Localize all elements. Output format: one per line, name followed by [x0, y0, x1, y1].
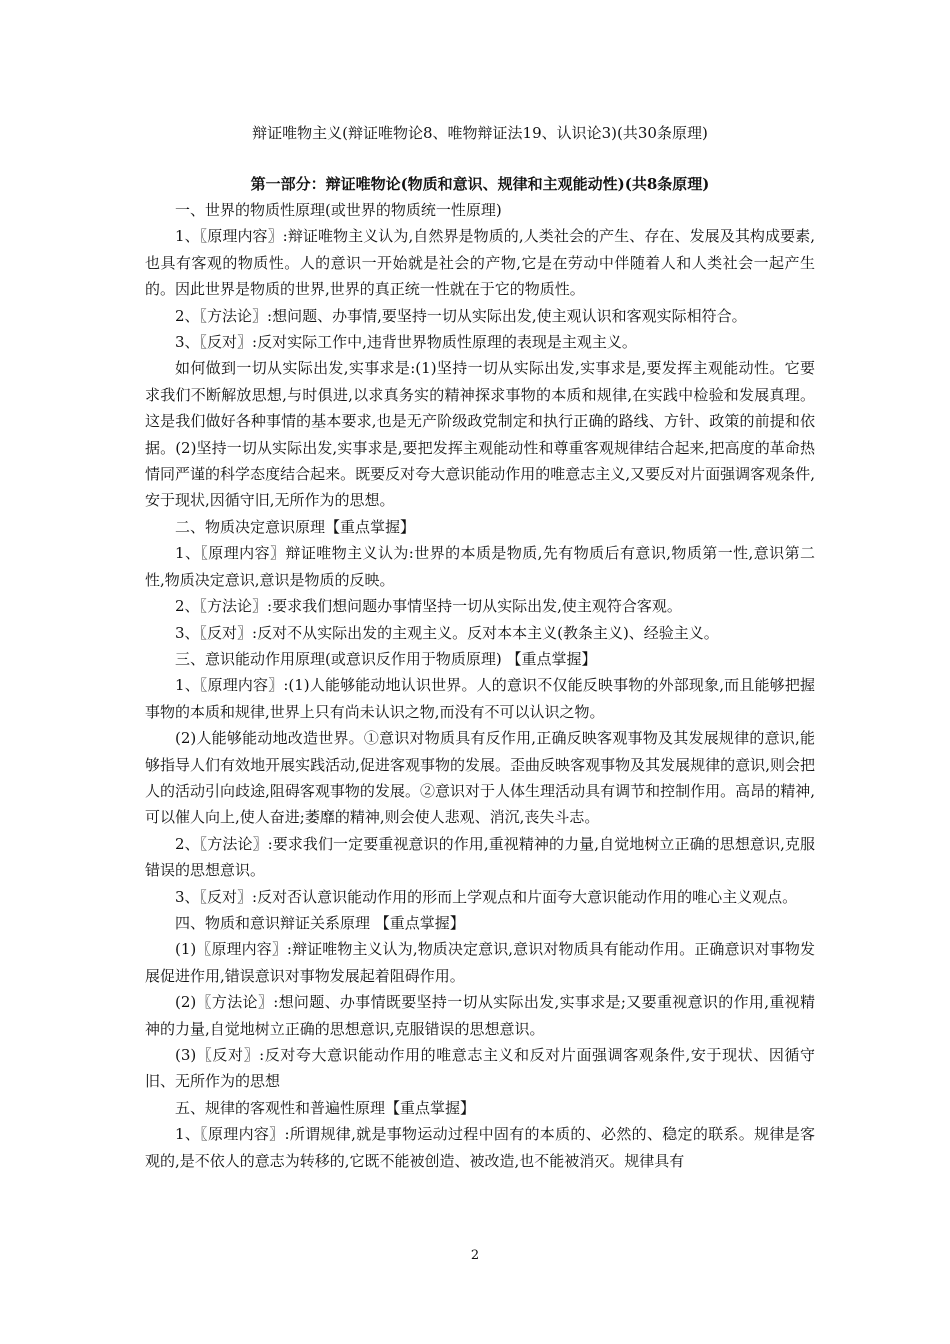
paragraph: 3、〖反对〗:反对实际工作中,违背世界物质性原理的表现是主观主义。: [175, 333, 637, 352]
paragraph: 1、〖原理内容〗:(1)人能够能动地认识世界。人的意识不仅能反映事物的外部现象,而且能够把握事物的本质和规律,世界上只有尚未认识之物,而没有不可以认识之物。: [145, 676, 815, 721]
paragraph: 1、〖原理内容〗辩证唯物主义认为:世界的本质是物质,先有物质后有意识,物质第一性,意识第二性,物质决定意识,意识是物质的反映。: [145, 544, 815, 589]
paragraph: (1)〖原理内容〗:辩证唯物主义认为,物质决定意识,意识对物质具有能动作用。正确意识对事物发展促进作用,错误意识对事物发展起着阻碍作用。: [145, 940, 815, 985]
paragraph: 如何做到一切从实际出发,实事求是:(1)坚持一切从实际出发,实事求是,要发挥主观能动性。它要求我们不断解放思想,与时俱进,以求真务实的精神探求事物的本质和规律,在实践中检验和发展真理。这是我们做好各种事情的基本要求,也是无产阶级政党制定和执行正确的路线、方针、政策的前提和依据。(2)坚持一切从实际出发,实事求是,要把发挥主观能动性和尊重客观规律结合起来,把高度的革命热情同严谨的科学态度结合起来。既要反对夸大意识能动作用的唯意志主义,又要反对片面强调客观条件,安于现状,因循守旧,无所作为的思想。: [145, 359, 815, 510]
document-page: [145, 120, 815, 1174]
paragraph: 3、〖反对〗:反对不从实际出发的主观主义。反对本本主义(教条主义)、经验主义。: [175, 623, 719, 642]
paragraph: 2、〖方法论〗:想问题、办事情,要坚持一切从实际出发,使主观认识和客观实际相符合。: [175, 306, 747, 325]
paragraph: 3、〖反对〗:反对否认意识能动作用的形而上学观点和片面夸大意识能动作用的唯心主义观点。: [175, 887, 798, 906]
paragraph: 1、〖原理内容〗:所谓规律,就是事物运动过程中固有的本质的、必然的、稳定的联系。规律是客观的,是不依人的意志为转移的,它既不能被创造、被改造,也不能被消灭。规律具有: [145, 1125, 815, 1170]
paragraph: (2)〖方法论〗:想问题、办事情既要坚持一切从实际出发,实事求是;又要重视意识的作用,重视精神的力量,自觉地树立正确的思想意识,克服错误的思想意识。: [145, 993, 815, 1038]
paragraph: (2)人能够能动地改造世界。①意识对物质具有反作用,正确反映客观事物及其发展规律的意识,能够指导人们有效地开展实践活动,促进客观事物的发展。歪曲反映客观事物及其发展规律的意识,则会把人的活动引向歧途,阻碍客观事物的发展。②意识对于人体生理活动具有调节和控制作用。高昂的精神,可以催人向上,使人奋进;萎靡的精神,则会使人悲观、消沉,丧失斗志。: [145, 729, 815, 827]
section-heading-4: 四、物质和意识辩证关系原理 【重点掌握】: [175, 913, 465, 932]
paragraph: 2、〖方法论〗:要求我们一定要重视意识的作用,重视精神的力量,自觉地树立正确的思想意识,克服错误的思想意识。: [145, 834, 815, 880]
section-heading-1: 一、世界的物质性原理(或世界的物质统一性原理): [175, 201, 502, 219]
document-title: 辩证唯物主义(辩证唯物论8、唯物辩证法19、认识论3)(共30条原理): [252, 124, 708, 142]
paragraph: 2、〖方法论〗:要求我们想问题办事情坚持一切从实际出发,使主观符合客观。: [175, 597, 682, 616]
part-heading: 第一部分：辩证唯物论(物质和意识、规律和主观能动性)(共8条原理): [250, 175, 710, 193]
paragraph: (3)〖反对〗:反对夸大意识能动作用的唯意志主义和反对片面强调客观条件,安于现状、因循守旧、无所作为的思想: [145, 1046, 815, 1091]
paragraph: 1、〖原理内容〗:辩证唯物主义认为,自然界是物质的,人类社会的产生、存在、发展及其构成要素,也具有客观的物质性。人的意识一开始就是社会的产物,它是在劳动中伴随着人和人类社会一起产生的。因此世界是物质的世界,世界的真正统一性就在于它的物质性。: [145, 227, 815, 299]
section-heading-3: 三、意识能动作用原理(或意识反作用于物质原理) 【重点掌握】: [175, 649, 597, 668]
page-number: 2: [470, 1248, 480, 1263]
section-heading-5: 五、规律的客观性和普遍性原理【重点掌握】: [175, 1098, 476, 1117]
section-heading-2: 二、物质决定意识原理【重点掌握】: [175, 517, 416, 536]
